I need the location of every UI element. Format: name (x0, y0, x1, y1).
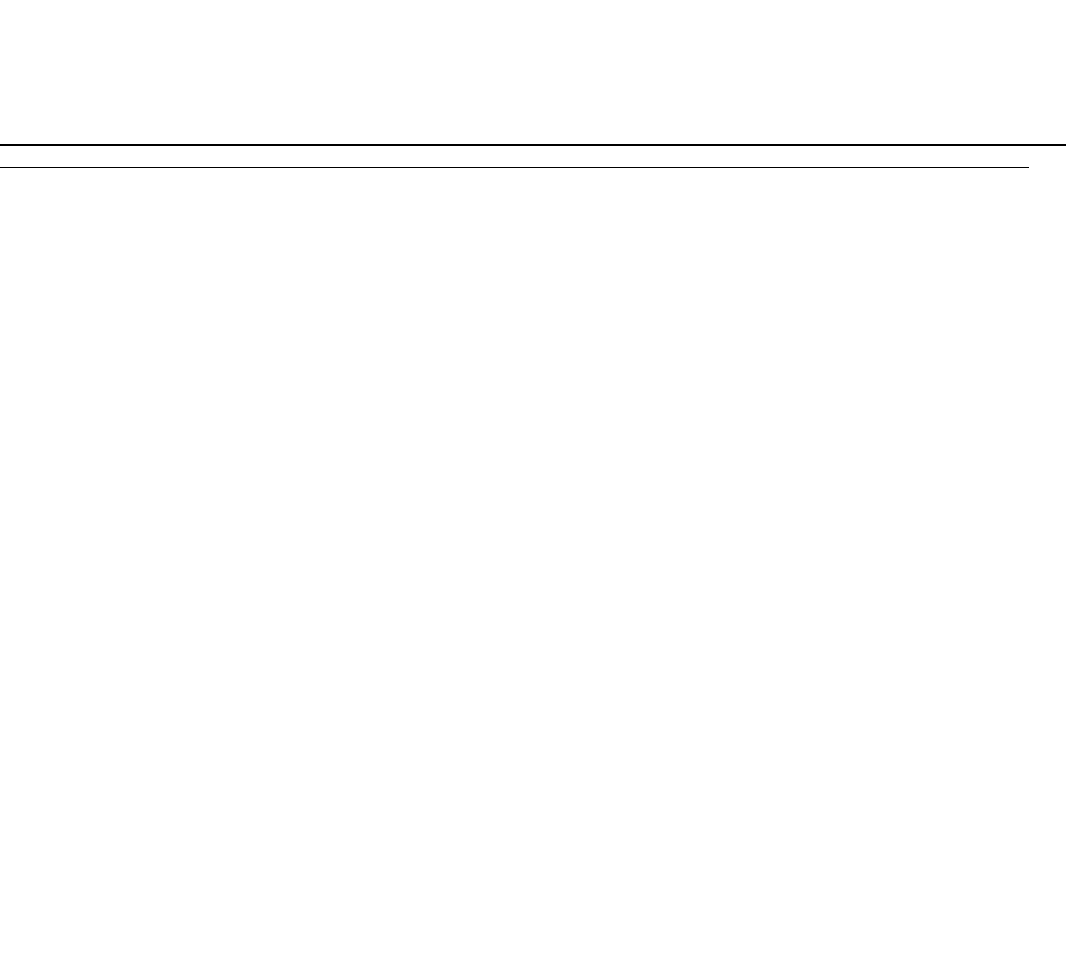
table-header-bottom-border (0, 167, 1029, 168)
bottom-gray-line (0, 957, 1066, 958)
table-header-top-border (0, 144, 1066, 146)
top-green-accent-line (260, 0, 632, 3)
